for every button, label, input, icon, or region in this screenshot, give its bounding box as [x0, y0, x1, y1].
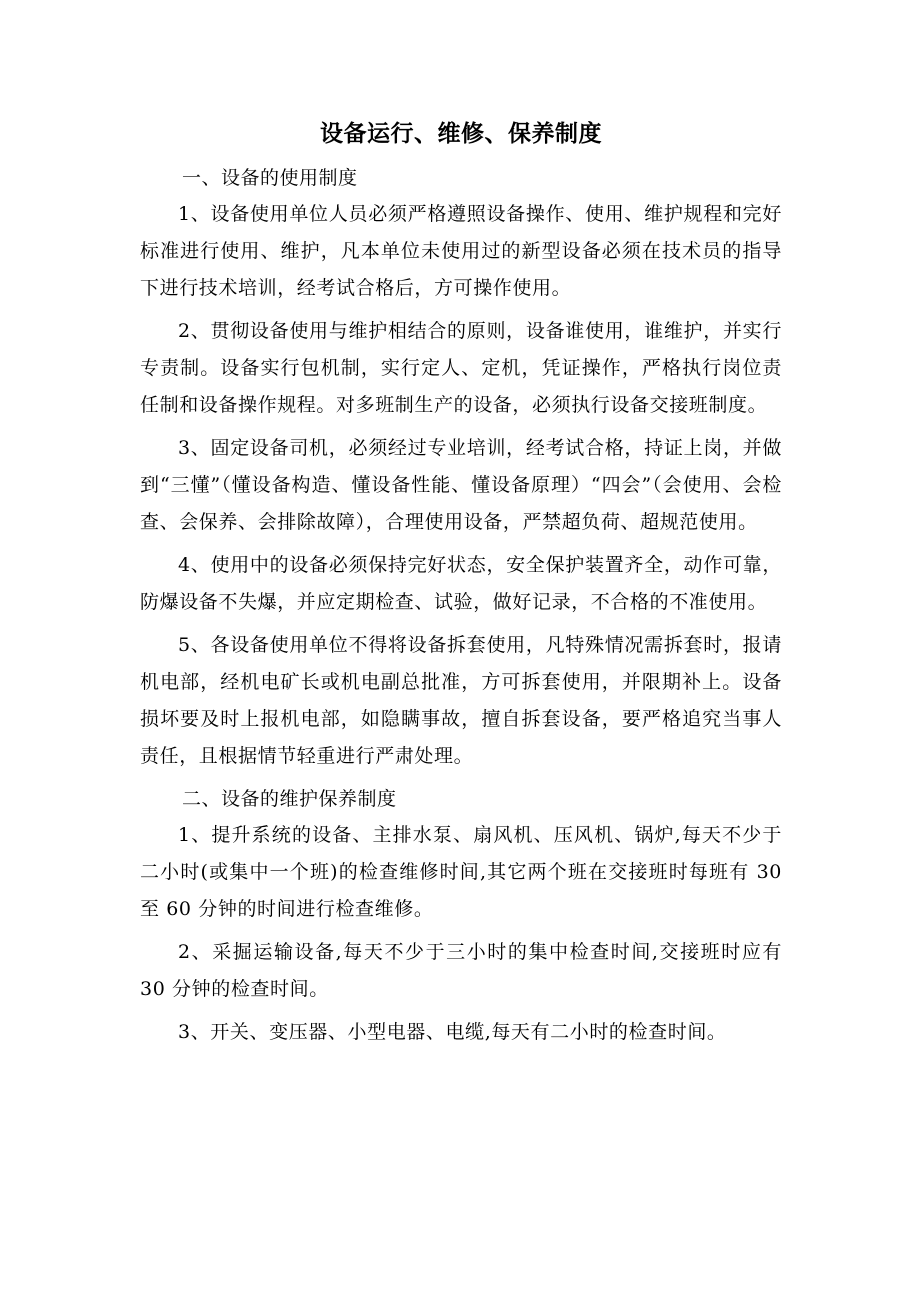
paragraph-maintenance-2: 2、采掘运输设备,每天不少于三小时的集中检查时间,交接班时应有 30 分钟的检查时间。: [140, 941, 782, 1000]
paragraph-usage-1: 1、设备使用单位人员必须严格遵照设备操作、使用、维护规程和完好标准进行使用、维护，凡本单位未使用过的新型设备必须在技术员的指导下进行技术培训，经考试合格后，方可操作使用。: [140, 203, 782, 299]
section-heading-maintenance: 二、设备的维护保养制度: [182, 788, 397, 810]
paragraph-maintenance-3: 3、开关、变压器、小型电器、电缆,每天有二小时的检查时间。: [178, 1021, 727, 1043]
section-maintenance: [140, 781, 782, 1051]
paragraph-maintenance-1: 1、提升系统的设备、主排水泵、扇风机、压风机、锅炉,每天不少于二小时(或集中一个班)的检查维修时间,其它两个班在交接班时每班有 30 至 60 分钟的时间进行检查维修。: [140, 824, 782, 920]
paragraph-usage-2: 2、贯彻设备使用与维护相结合的原则，设备谁使用，谁维护，并实行专责制。设备实行包机制，实行定人、定机，凭证操作，严格执行岗位责任制和设备操作规程。对多班制生产的设备，必须执行设备交接班制度。: [140, 320, 782, 416]
paragraph-usage-5: 5、各设备使用单位不得将设备拆套使用，凡特殊情况需拆套时，报请机电部，经机电矿长或机电副总批准，方可拆套使用，并限期补上。设备损坏要及时上报机电部，如隐瞒事故，擅自拆套设备，要严格追究当事人责任，且根据情节轻重进行严肃处理。: [140, 634, 782, 767]
section-usage: [140, 160, 782, 775]
paragraph-usage-3: 3、固定设备司机，必须经过专业培训，经考试合格，持证上岗，并做到“三懂”（懂设备构造、懂设备性能、懂设备原理）“四会”（会使用、会检查、会保养、会排除故障），合理使用设备，严禁超负荷、超规范使用。: [140, 437, 782, 533]
paragraph-usage-4: 4、使用中的设备必须保持完好状态，安全保护装置齐全，动作可靠，防爆设备不失爆，并应定期检查、试验，做好记录，不合格的不准使用。: [140, 554, 782, 613]
section-heading-usage: 一、设备的使用制度: [182, 167, 358, 189]
document-body: [140, 118, 782, 1057]
document-title: 设备运行、维修、保养制度: [320, 121, 602, 147]
